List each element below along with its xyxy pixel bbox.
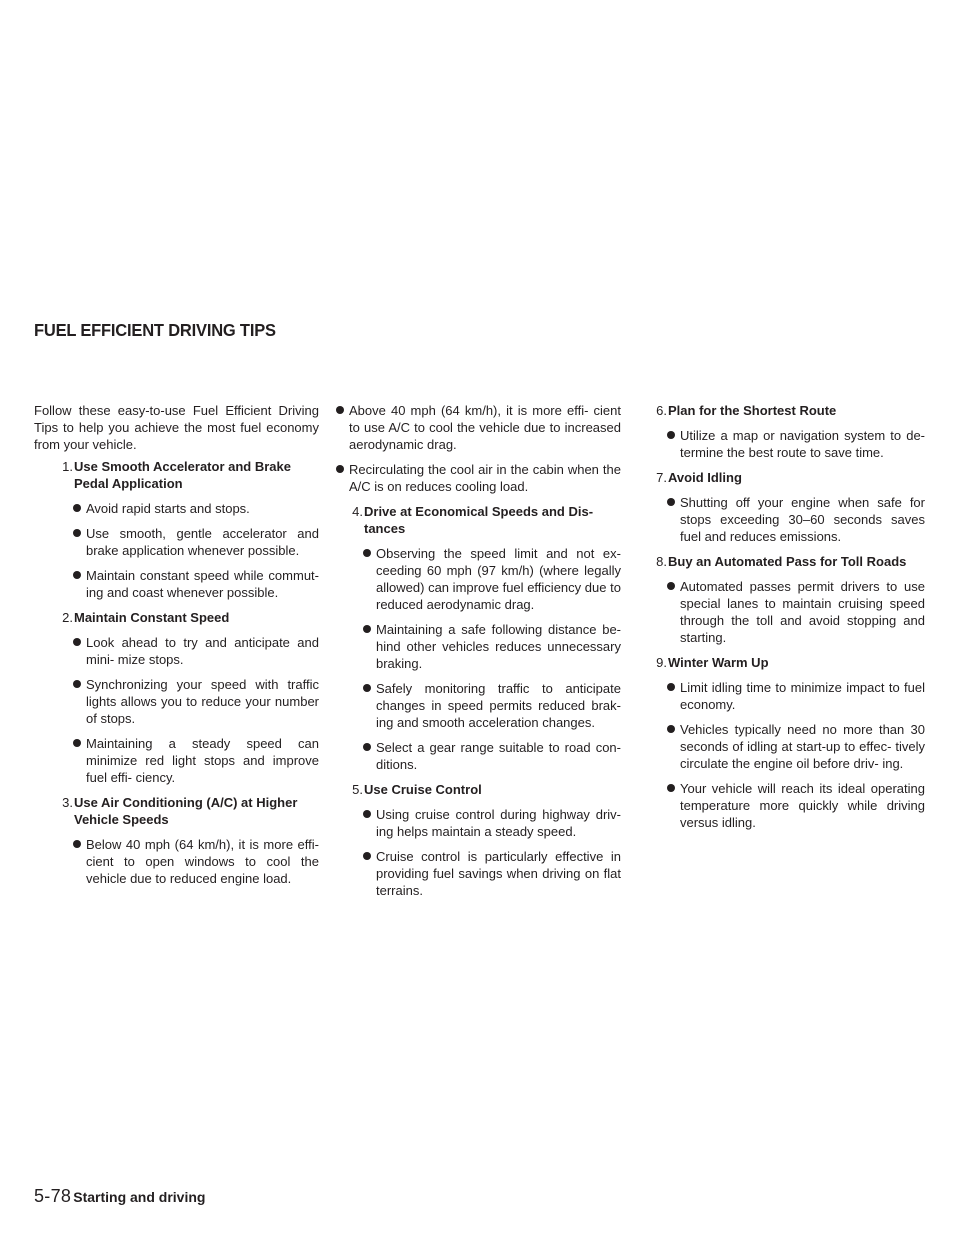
bullet-icon bbox=[667, 721, 680, 772]
list-item: Automated passes permit drivers to use special lanes to maintain cruising speed through the toll and avoid stopping and starting. bbox=[667, 578, 925, 646]
tip-8 bbox=[640, 553, 925, 646]
bullet-icon bbox=[363, 680, 376, 731]
tip-title: Plan for the Shortest Route bbox=[668, 403, 837, 418]
bullet-icon bbox=[363, 848, 376, 899]
bullet-icon bbox=[336, 402, 349, 453]
list-item: Maintaining a steady speed can minimize red light stops and improve fuel effi- ciency. bbox=[73, 735, 319, 786]
tip-7 bbox=[640, 469, 925, 545]
list-item: Use smooth, gentle accelerator and brake application whenever possible. bbox=[73, 525, 319, 559]
bullet-icon bbox=[73, 500, 86, 517]
bullet-icon bbox=[363, 806, 376, 840]
tip-number: 5. bbox=[352, 782, 363, 797]
page-footer bbox=[34, 1186, 205, 1207]
tip-title: Maintain Constant Speed bbox=[74, 610, 230, 625]
list-item: Using cruise control during highway driv- ing helps maintain a steady speed. bbox=[363, 806, 621, 840]
bullet-icon bbox=[363, 621, 376, 672]
bullet-icon bbox=[667, 578, 680, 646]
list-item: Maintain constant speed while commut- ing and coast whenever possible. bbox=[73, 567, 319, 601]
bullet-icon bbox=[73, 567, 86, 601]
list-item: Vehicles typically need no more than 30 seconds of idling at start-up to effec- tively circulate the engine oil before driv- ing. bbox=[667, 721, 925, 772]
tip-number: 7. bbox=[656, 470, 667, 485]
bullet-icon bbox=[667, 494, 680, 545]
tip-number: 4. bbox=[352, 504, 363, 519]
bullet-icon bbox=[363, 545, 376, 613]
tip-3 bbox=[34, 794, 319, 887]
list-item: Safely monitoring traffic to anticipate changes in speed permits reduced brak- ing and smooth acceleration changes. bbox=[363, 680, 621, 731]
bullet-icon bbox=[667, 780, 680, 831]
tip-1 bbox=[34, 458, 319, 601]
list-item: Observing the speed limit and not ex- ceeding 60 mph (97 km/h) (where legally allowed) can improve fuel efficiency due to reduced aerodynamic drag. bbox=[363, 545, 621, 613]
bullet-icon bbox=[73, 676, 86, 727]
tip-number: 2. bbox=[62, 610, 73, 625]
tip-3-continued bbox=[336, 402, 621, 495]
tip-2 bbox=[34, 609, 319, 786]
tip-title: Use Smooth Accelerator and Brake Pedal Application bbox=[74, 459, 291, 491]
list-item: Below 40 mph (64 km/h), it is more effi- cient to open windows to cool the vehicle due to reduced engine load. bbox=[73, 836, 319, 887]
tip-title: Drive at Economical Speeds and Dis- tances bbox=[364, 504, 594, 536]
tip-number: 9. bbox=[656, 655, 667, 670]
list-item: Cruise control is particularly effective in providing fuel savings when driving on flat terrains. bbox=[363, 848, 621, 899]
tip-number: 6. bbox=[656, 403, 667, 418]
bullet-icon bbox=[73, 735, 86, 786]
tip-6 bbox=[640, 402, 925, 461]
bullet-icon bbox=[73, 634, 86, 668]
text-column-1 bbox=[34, 402, 319, 887]
list-item: Avoid rapid starts and stops. bbox=[73, 500, 319, 517]
intro-paragraph: Follow these easy-to-use Fuel Efficient Driving Tips to help you achieve the most fuel economy from your vehicle. bbox=[34, 403, 319, 452]
bullet-icon bbox=[667, 427, 680, 461]
list-item: Limit idling time to minimize impact to fuel economy. bbox=[667, 679, 925, 713]
list-item: Maintaining a safe following distance be- hind other vehicles reduces unnecessary braking. bbox=[363, 621, 621, 672]
tip-title: Use Cruise Control bbox=[364, 782, 482, 797]
tip-title: Buy an Automated Pass for Toll Roads bbox=[668, 554, 907, 569]
text-column-2 bbox=[336, 402, 621, 899]
tip-number: 8. bbox=[656, 554, 667, 569]
list-item: Recirculating the cool air in the cabin when the A/C is on reduces cooling load. bbox=[336, 461, 621, 495]
bullet-icon bbox=[336, 461, 349, 495]
tip-title: Avoid Idling bbox=[668, 470, 742, 485]
list-item: Synchronizing your speed with traffic lights allows you to reduce your number of stops. bbox=[73, 676, 319, 727]
chapter-name: Starting and driving bbox=[73, 1189, 206, 1205]
list-item: Your vehicle will reach its ideal operating temperature more quickly while driving versus idling. bbox=[667, 780, 925, 831]
list-item: Shutting off your engine when safe for stops exceeding 30–60 seconds saves fuel and reduces emissions. bbox=[667, 494, 925, 545]
list-item: Look ahead to try and anticipate and mini- mize stops. bbox=[73, 634, 319, 668]
tip-9 bbox=[640, 654, 925, 831]
bullet-icon bbox=[667, 679, 680, 713]
tip-title: Winter Warm Up bbox=[668, 655, 769, 670]
bullet-icon bbox=[73, 836, 86, 887]
tip-title: Use Air Conditioning (A/C) at Higher Vehicle Speeds bbox=[74, 795, 298, 827]
bullet-icon bbox=[73, 525, 86, 559]
section-title: FUEL EFFICIENT DRIVING TIPS bbox=[34, 321, 276, 341]
tip-5 bbox=[336, 781, 621, 899]
tip-4 bbox=[336, 503, 621, 773]
list-item: Utilize a map or navigation system to de- termine the best route to save time. bbox=[667, 427, 925, 461]
text-column-3 bbox=[640, 402, 925, 831]
bullet-icon bbox=[363, 739, 376, 773]
tip-number: 3. bbox=[62, 795, 73, 810]
tip-number: 1. bbox=[62, 459, 73, 474]
list-item: Select a gear range suitable to road con- ditions. bbox=[363, 739, 621, 773]
list-item: Above 40 mph (64 km/h), it is more effi- cient to use A/C to cool the vehicle due to increased aerodynamic drag. bbox=[336, 402, 621, 453]
page-number: 5-78 bbox=[34, 1186, 72, 1206]
